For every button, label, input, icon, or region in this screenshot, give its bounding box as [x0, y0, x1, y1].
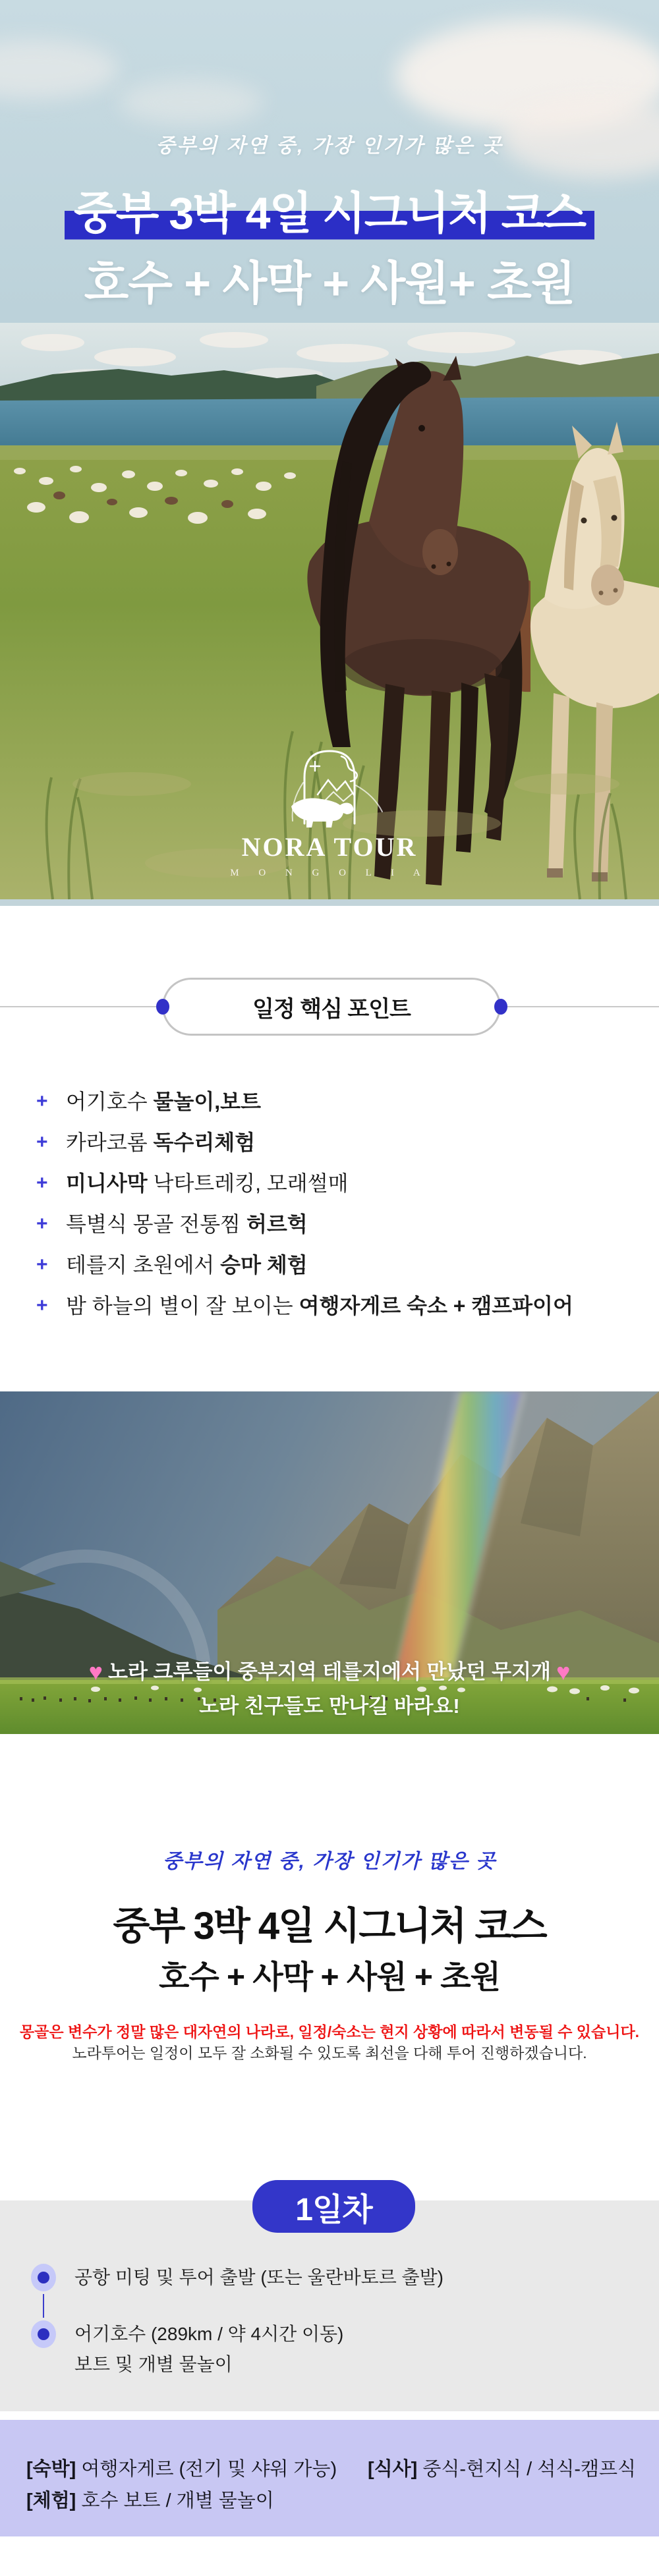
rainbow-caption-line2: 노라 친구들도 만나길 바라요!: [199, 1694, 460, 1718]
info-activity: [체험] 호수 보트 / 개별 물놀이: [26, 2490, 274, 2511]
logo-name: NORA TOUR: [241, 832, 418, 862]
info-meals-label: [식사]: [368, 2459, 418, 2480]
hero-title-line2: 호수 + 사막 + 사원+ 초원: [84, 258, 575, 309]
plus-icon: +: [36, 1254, 48, 1275]
info-activity-label: [체험]: [26, 2490, 76, 2511]
notice-black: 노라투어는 일정이 모두 잘 소화될 수 있도록 최선을 다해 투어 진행하겠습니다.: [72, 2044, 587, 2061]
plus-icon: +: [36, 1131, 48, 1153]
intro-title: 중부 3박 4일 시그니처 코스: [113, 1905, 546, 1947]
hero-tagline: 중부의 자연 중, 가장 인기가 많은 곳: [156, 135, 503, 157]
plus-icon: +: [36, 1295, 48, 1316]
keypoints-section: [0, 906, 659, 1391]
rainbow-photo: [0, 1391, 659, 1734]
timeline-connector: [43, 2294, 44, 2318]
hero-title-line1: 중부 3박 4일 시그니처 코스: [0, 179, 659, 260]
keypoint-item: + 어기호수 물놀이,보트: [0, 1086, 659, 1117]
cloud-shape: [119, 79, 264, 125]
info-box: [0, 2420, 659, 2536]
timeline-item-subline: 보트 및 개별 물놀이: [74, 2354, 233, 2374]
plus-icon: +: [36, 1172, 48, 1194]
heart-icon: ♥: [556, 1658, 571, 1685]
day1-badge: [252, 2180, 415, 2233]
intro-section: [0, 1734, 659, 2200]
info-meals: [식사] 중식-현지식 / 석식-캠프식: [368, 2459, 637, 2480]
keypoint-item: + 밤 하늘의 별이 잘 보이는 여행자게르 숙소 + 캠프파이어: [0, 1290, 659, 1322]
intro-subtitle: 호수 + 사막 + 사원 + 초원: [158, 1960, 501, 1995]
intro-tagline: 중부의 자연 중, 가장 인기가 많은 곳: [162, 1851, 497, 1872]
timeline-dot-icon: [31, 2264, 56, 2291]
plus-icon: +: [36, 1090, 48, 1112]
timeline-item: 공항 미팅 및 투어 출발 (또는 울란바토르 출발): [74, 2267, 444, 2287]
snow-leopard-icon: [291, 798, 353, 828]
keypoints-badge-label: 일정 핵심 포인트: [252, 996, 411, 1022]
info-lodging: [숙박] 여행자게르 (전기 및 샤워 가능): [26, 2459, 337, 2480]
heart-icon: ♥: [88, 1658, 103, 1685]
cloud-shape: [0, 40, 119, 99]
logo-subtitle: M O N G O L I A: [230, 868, 429, 878]
nora-tour-logo-icon: [257, 743, 402, 830]
day1-badge-label: 1일차: [295, 2192, 372, 2227]
keypoint-item: + 미니사막 낙타트레킹, 모래썰매: [0, 1167, 659, 1199]
keypoint-item: + 카라코롬 독수리체험: [0, 1127, 659, 1158]
timeline-dot-icon: [31, 2320, 56, 2348]
nora-tour-logo: [0, 743, 659, 879]
notice-red: 몽골은 변수가 정말 많은 대자연의 나라로, 일정/숙소는 현지 상황에 따라서 변동될 수 있습니다.: [19, 2023, 640, 2040]
hero-banner: [0, 0, 659, 906]
timeline-item: 어기호수 (289km / 약 4시간 이동): [74, 2324, 344, 2344]
info-lodging-label: [숙박]: [26, 2459, 76, 2480]
badge-dot-icon: [494, 999, 507, 1015]
keypoints-badge: [162, 978, 501, 1036]
keypoint-item: + 테를지 초원에서 승마 체험: [0, 1249, 659, 1281]
badge-dot-icon: [156, 999, 169, 1015]
rainbow-caption-line1: ♥ 노라 크루들이 중부지역 테를지에서 만났던 무지개 ♥: [0, 1655, 659, 1686]
keypoint-item: + 특별식 몽골 전통찜 허르헉: [0, 1208, 659, 1240]
plus-icon: +: [36, 1213, 48, 1235]
